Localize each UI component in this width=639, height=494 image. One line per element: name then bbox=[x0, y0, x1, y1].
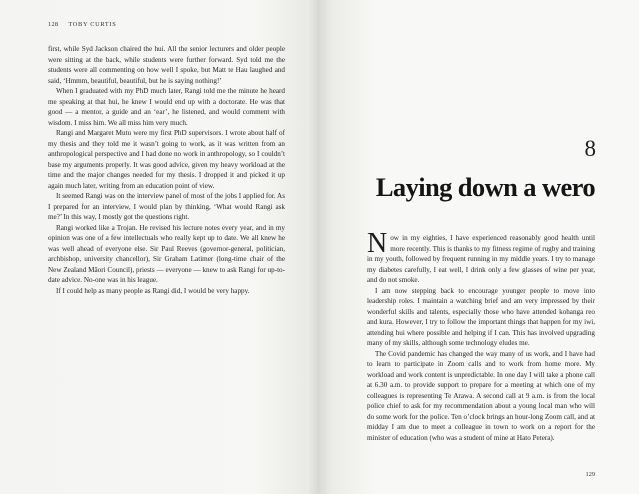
running-head-author: TOBY CURTIS bbox=[68, 21, 117, 28]
opening-paragraph bbox=[367, 228, 595, 286]
opening-paragraph-text: ow in my eighties, I have experienced reasonably good health until more recently. This is thanks to my fitness regime of rugby and training in my youth, followed by frequent running in my middle years. I try to manage my diabetes carefully, I eat well, I drink only a few glasses of wine per year, and do not smoke. bbox=[367, 234, 595, 285]
left-page-number: 128 bbox=[48, 21, 59, 28]
paragraph: Rangi worked like a Trojan. He revised his lecture notes every year, and in my opinion was one of a few intellectuals who really kept up to date. We all knew he was well ahead of everyone else. Sir Paul Reeves (governor-general, politician, archbishop, university chancellor), Sir Graham Latimer (long-time chair of the New Zealand Māori Council), priests — everyone — knew to ask Rangi for up-to-date advice. No-one was in his league. bbox=[48, 223, 285, 285]
drop-cap: N bbox=[367, 228, 388, 259]
right-page-number: 129 bbox=[585, 471, 595, 478]
paragraph: It seemed Rangi was on the interview panel of most of the jobs I applied for. As I prepared for an interview, I would plan by thinking, ‘What would Rangi ask me?’ In this way, I mostly got the questions right. bbox=[48, 192, 285, 222]
left-body-text bbox=[48, 44, 285, 296]
paragraph: The Covid pandemic has changed the way many of us work, and I have had to learn to participate in Zoom calls and to work from home more. My workload and work content is unpredictable. In one day I will take a phone call at 6.30 a.m. to provide support to prepare for a meeting at which one of my colleagues is representing Te Arawa. A second call at 9 a.m. is from the local police chief to ask for my recommendation about a young local man who will do some work for the police. Ten o’clock brings an hour-long Zoom call, and at midday I am due to meet a colleague in town to work on a report for the minister of education (who was a student of mine at Hato Petera). bbox=[367, 349, 595, 442]
left-page bbox=[0, 0, 318, 494]
paragraph: Rangi and Margaret Mutu were my first PhD supervisors. I wrote about half of my thesis and they told me it wasn’t going to work, as it was written from an anthropological perspective and I had done no work in anthropology, so I couldn’t base my arguments properly. It was good advice, given my heavy workload at the time and the major changes needed for my thesis. I dropped it and picked it up again much later, writing from an education point of view. bbox=[48, 129, 285, 190]
paragraph: If I could help as many people as Rangi did, I would be very happy. bbox=[56, 286, 250, 295]
right-page bbox=[319, 0, 639, 494]
left-running-head bbox=[48, 21, 116, 28]
paragraph: I am now stepping back to encourage younger people to move into leadership roles. I maintain a watching brief and am very impressed by their wonderful skills and talents, especially those who have attended kohanga reo and kura. However, I try to follow the important things that happen for my iwi, attending hui where possible and helping if I can. This has involved upgrading many of my skills, although some technology eludes me. bbox=[367, 286, 595, 348]
paragraph: When I graduated with my PhD much later, Rangi told me the minute he heard me speaking at that hui, he knew I would end up with a doctorate. He was that good — a mentor, a guide and an ‘ear’, he listened, and would comment with wisdom. I miss him. We all miss him very much. bbox=[48, 87, 285, 127]
chapter-number: 8 bbox=[584, 136, 596, 161]
right-body-text bbox=[367, 228, 595, 443]
paragraph: first, while Syd Jackson chaired the hui. All the senior lecturers and older people were sitting at the back, while students were further forward. Syd told me the students were all commenting on how well I spoke, but Matt te Hau laughed and said, ‘Hmmm, beautiful, beautiful, but he is saying nothing!’ bbox=[48, 45, 285, 85]
chapter-title: Laying down a wero bbox=[375, 172, 595, 202]
